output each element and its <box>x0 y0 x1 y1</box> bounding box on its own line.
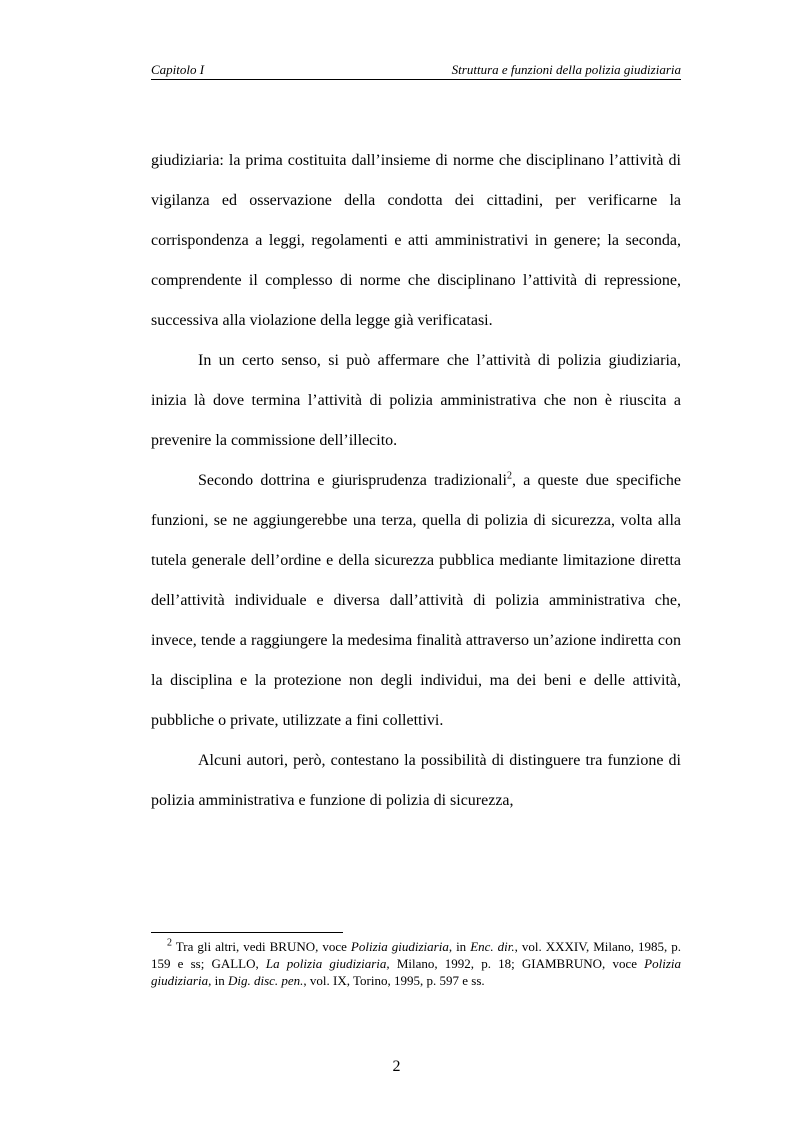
footnote-italic: Polizia giudiziaria <box>151 956 681 988</box>
footnote-italic: Enc. dir. <box>470 939 515 954</box>
running-header <box>151 61 681 80</box>
paragraph-continuation: giudiziaria: la prima costituita dall’insieme di norme che disciplinano l’attività di vigilanza ed osservazione della condotta dei cittadini, per verificarne la corrispondenza a leggi, regolamenti e atti amministrativi in genere; la seconda, comprendente il complesso di norme che disciplinano l’attività di repressione, successiva alla violazione della legge già verificatasi. <box>151 152 681 329</box>
footnote-italic: La polizia giudiziaria, <box>265 956 390 971</box>
footnote-text: , in <box>448 939 471 954</box>
chapter-title: Struttura e funzioni della polizia giudiziaria <box>451 62 681 77</box>
paragraph-text: Secondo dottrina e giurisprudenza tradizionali <box>198 472 507 489</box>
footnote-text: Milano, 1992, p. 18; GIAMBRUNO, voce <box>389 956 645 971</box>
paragraph-text: , a queste due specifiche funzioni, se ne aggiungerebbe una terza, quella di polizia di sicurezza, volta alla tutela generale dell’ordine e della sicurezza pubblica mediante limitazione diretta dell’attività individuale e diversa dall’attività di polizia amministrativa che, invece, tende a raggiungere la medesima finalità attraverso un’azione indiretta con la disciplina e la protezione non degli individui, ma dei beni e delle attività, pubbliche o private, utilizzate a fini collettivi. <box>151 472 681 729</box>
footnote <box>151 938 681 989</box>
page-number: 2 <box>392 1058 401 1075</box>
footnote-text: , vol. IX, Torino, 1995, p. 597 e ss. <box>303 973 485 988</box>
paragraph: In un certo senso, si può affermare che l’attività di polizia giudiziaria, inizia là dove termina l’attività di polizia amministrativa che non è riuscita a prevenire la commissione dell’illecito. <box>151 352 681 449</box>
paragraph: Alcuni autori, però, contestano la possibilità di distinguere tra funzione di polizia amministrativa e funzione di polizia di sicurezza, <box>151 752 681 809</box>
footnote-italic: Dig. disc. pen. <box>227 973 304 988</box>
footnote-number: 2 <box>167 937 172 949</box>
chapter-label: Capitolo I <box>151 62 205 77</box>
footnote-separator <box>151 932 343 933</box>
footnote-text: Tra gli altri, vedi BRUNO, voce <box>172 939 351 954</box>
body-text <box>151 141 681 821</box>
paragraph-with-footnote-ref <box>151 461 681 741</box>
footnote-text: , in <box>208 973 228 988</box>
footnote-reference[interactable]: 2 <box>506 470 512 482</box>
footnote-text: , vol. XXXIV, Milano, 1985, p. 159 e ss; GALLO, <box>151 939 681 971</box>
footnote-italic: Polizia giudiziaria <box>350 939 449 954</box>
